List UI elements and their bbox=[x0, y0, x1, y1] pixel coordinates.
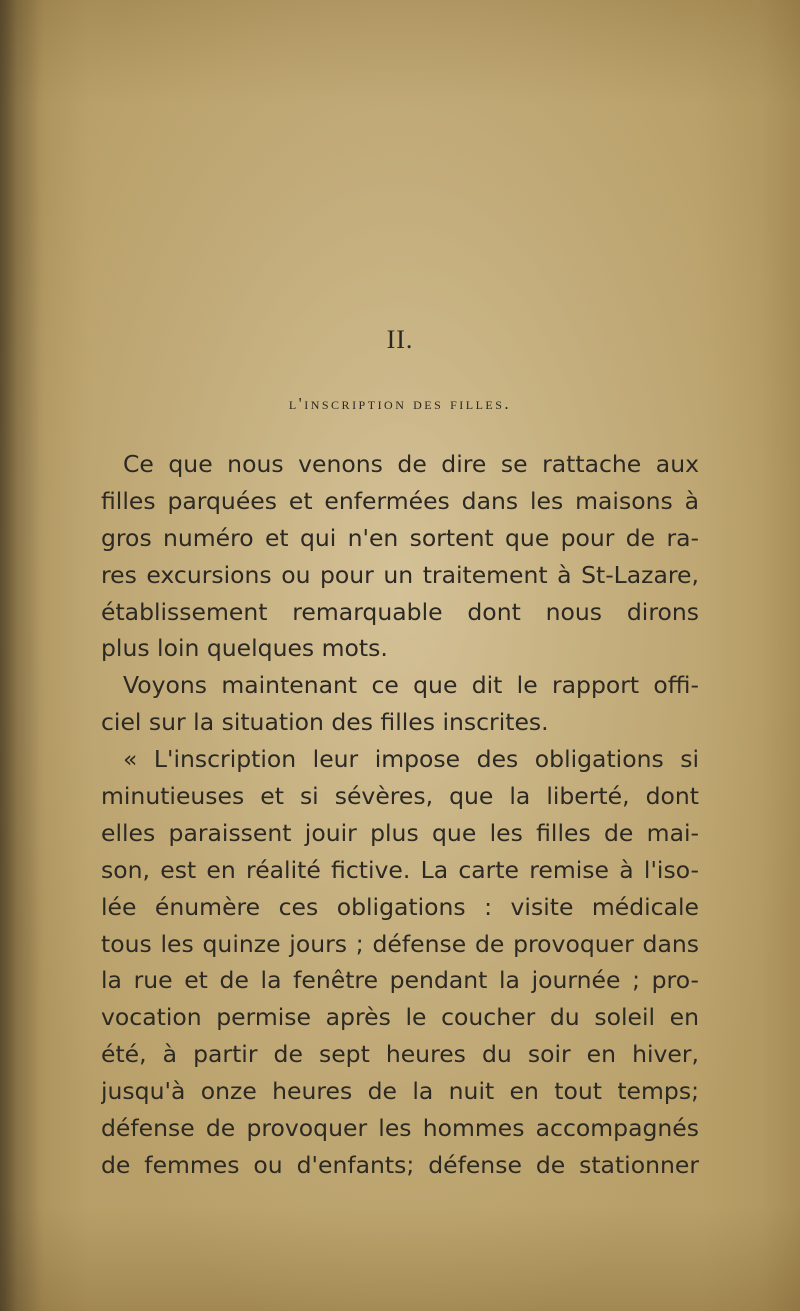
page-number: II. bbox=[386, 325, 414, 354]
text-line: « L'inscription leur impose des obligations si bbox=[123, 745, 699, 774]
text-line: plus loin quelques mots. bbox=[101, 634, 388, 663]
text-line: établissement remarquable dont nous dirons bbox=[101, 597, 699, 626]
text-line: de femmes ou d'enfants; défense de stationner bbox=[101, 1150, 699, 1179]
body-text bbox=[101, 446, 699, 1184]
text-line: vocation permise après le coucher du soleil en bbox=[101, 1003, 699, 1032]
text-line: Ce que nous venons de dire se rattache aux bbox=[123, 450, 699, 478]
text-line: son, est en réalité fictive. La carte remise à l'iso- bbox=[101, 855, 699, 884]
text-line: minutieuses et si sévères, que la liberté, dont bbox=[101, 782, 699, 811]
text-line: la rue et de la fenêtre pendant la journée ; pro- bbox=[101, 966, 699, 995]
text-line: jusqu'à onze heures de la nuit en tout temps; bbox=[101, 1077, 699, 1106]
text-line: elles paraissent jouir plus que les filles de mai- bbox=[101, 818, 699, 847]
text-line: res excursions ou pour un traitement à St-Lazare, bbox=[101, 560, 699, 589]
text-line: Voyons maintenant ce que dit le rapport offi- bbox=[123, 671, 699, 700]
text-line: ciel sur la situation des filles inscrites. bbox=[101, 708, 549, 737]
text-line: gros numéro et qui n'en sortent que pour de ra- bbox=[101, 523, 699, 552]
text-line: tous les quinze jours ; défense de provoquer dans bbox=[101, 929, 699, 958]
text-line: été, à partir de sept heures du soir en hiver, bbox=[101, 1040, 699, 1069]
text-line: filles parquées et enfermées dans les maisons à bbox=[101, 486, 699, 515]
page-spine-shadow bbox=[0, 0, 40, 1311]
chapter-title: l'inscription des filles. bbox=[288, 394, 512, 413]
text-line: défense de provoquer les hommes accompagnés bbox=[101, 1114, 699, 1143]
text-line: lée énumère ces obligations : visite médicale bbox=[101, 892, 699, 921]
